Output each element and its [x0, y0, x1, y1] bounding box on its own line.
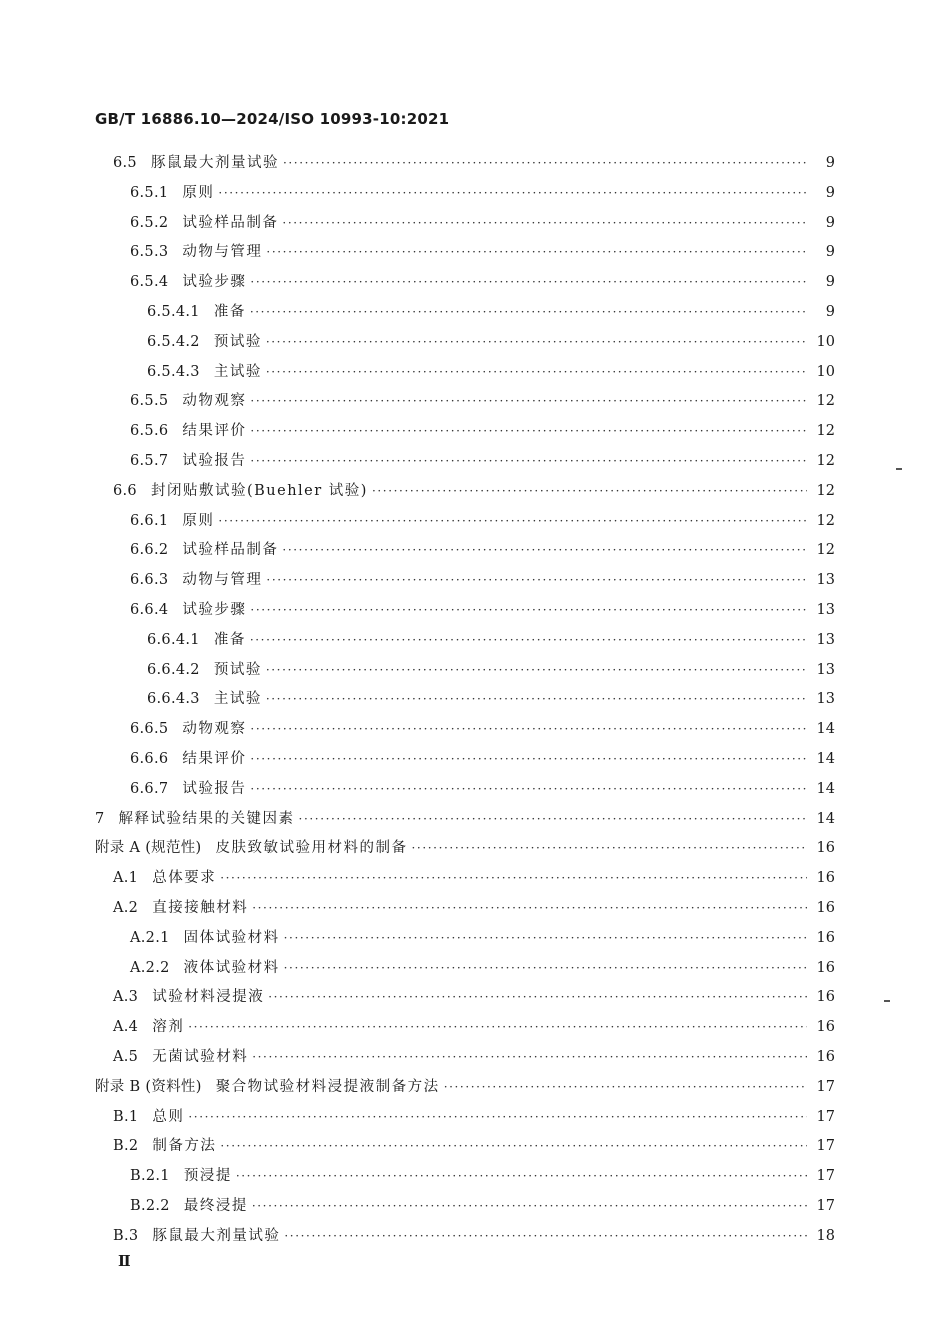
- toc-leader-dots: [252, 897, 807, 919]
- toc-entry-page: 12: [816, 483, 835, 499]
- toc-entry[interactable]: [130, 1195, 835, 1217]
- toc-leader-dots: [266, 361, 807, 383]
- toc-entry-number: B.2.1: [130, 1168, 170, 1184]
- toc-entry-title: 预浸提: [183, 1168, 232, 1184]
- toc-entry[interactable]: [113, 897, 835, 919]
- toc-leader-dots: [188, 1016, 807, 1038]
- toc-entry-number: 7: [95, 811, 105, 827]
- toc-entry[interactable]: [130, 390, 835, 412]
- toc-entry-page: 16: [816, 840, 835, 856]
- toc-entry-number: A.2.1: [130, 930, 170, 946]
- toc-entry[interactable]: [130, 182, 835, 204]
- toc-entry[interactable]: [113, 1106, 835, 1128]
- toc-leader-dots: [268, 986, 807, 1008]
- toc-entry[interactable]: [113, 986, 835, 1008]
- toc-leader-dots: [283, 152, 807, 174]
- toc-entry-number: 6.6.2: [130, 542, 169, 558]
- toc-entry-title: 豚鼠最大剂量试验: [150, 155, 279, 171]
- toc-leader-dots: [266, 241, 807, 263]
- toc-entry[interactable]: [130, 241, 835, 263]
- toc-leader-dots: [250, 629, 807, 651]
- toc-entry-page: 12: [816, 393, 835, 409]
- scan-speck: [896, 468, 902, 470]
- toc-entry-number: A.1: [113, 870, 139, 886]
- toc-entry-title: 试验报告: [182, 453, 247, 469]
- toc-leader-dots: [250, 301, 807, 323]
- toc-leader-dots: [250, 718, 807, 740]
- toc-entry-title: 动物与管理: [182, 244, 263, 260]
- toc-entry-title: 试验样品制备: [182, 542, 279, 558]
- page-folio: Ⅱ: [118, 1252, 130, 1270]
- toc-entry-page: 17: [816, 1109, 835, 1125]
- toc-entry-number: B.2.2: [130, 1198, 170, 1214]
- toc-entry-number: 6.6.3: [130, 572, 169, 588]
- toc-entry[interactable]: [113, 1135, 835, 1157]
- toc-entry[interactable]: [147, 301, 835, 323]
- toc-entry-number: A.5: [113, 1049, 139, 1065]
- toc-entry-number: 6.6.7: [130, 781, 169, 797]
- toc-leader-dots: [250, 599, 807, 621]
- toc-entry[interactable]: [113, 1046, 835, 1068]
- toc-entry-title: 动物与管理: [182, 572, 263, 588]
- toc-entry-page: 14: [816, 751, 835, 767]
- toc-entry[interactable]: [130, 778, 835, 800]
- toc-entry-page: 16: [816, 930, 835, 946]
- toc-entry[interactable]: [130, 957, 835, 979]
- toc-entry-number: 6.5.4: [130, 274, 169, 290]
- standard-header: GB/T 16886.10—2024/ISO 10993-10:2021: [95, 110, 450, 128]
- toc-leader-dots: [266, 688, 807, 710]
- toc-entry-page: 16: [816, 1049, 835, 1065]
- toc-entry[interactable]: [130, 748, 835, 770]
- toc-entry-number: 6.6.4: [130, 602, 169, 618]
- scan-speck: [884, 1000, 890, 1002]
- toc-entry-number: 6.5.2: [130, 215, 169, 231]
- toc-entry[interactable]: [95, 837, 835, 859]
- toc-leader-dots: [299, 808, 807, 830]
- toc-entry-number: 6.6.4.2: [147, 662, 200, 678]
- toc-leader-dots: [266, 659, 807, 681]
- toc-leader-dots: [250, 450, 807, 472]
- toc-entry[interactable]: [113, 480, 835, 502]
- toc-leader-dots: [188, 1106, 807, 1128]
- toc-entry-title: 固体试验材料: [183, 930, 280, 946]
- toc-entry-number: 6.5: [113, 155, 137, 171]
- toc-entry-page: 9: [825, 215, 835, 231]
- toc-leader-dots: [252, 1195, 807, 1217]
- toc-entry-page: 14: [816, 721, 835, 737]
- toc-entry-title: 试验步骤: [182, 274, 247, 290]
- toc-entry-title: 动物观察: [182, 721, 247, 737]
- toc-entry-title: 液体试验材料: [183, 960, 280, 976]
- toc-entry-title: 总则: [152, 1109, 185, 1125]
- toc-entry-page: 16: [816, 900, 835, 916]
- toc-entry-title: 准备: [213, 304, 246, 320]
- toc-entry-number: 6.6.1: [130, 513, 169, 529]
- toc-entry[interactable]: [147, 331, 835, 353]
- toc-entry[interactable]: [130, 718, 835, 740]
- toc-entry-number: B.2: [113, 1138, 139, 1154]
- toc-leader-dots: [250, 390, 807, 412]
- toc-entry-number: A.4: [113, 1019, 139, 1035]
- toc-leader-dots: [250, 271, 807, 293]
- toc-entry-title: 准备: [213, 632, 246, 648]
- toc-leader-dots: [284, 957, 807, 979]
- toc-entry-page: 12: [816, 513, 835, 529]
- toc-leader-dots: [282, 212, 807, 234]
- toc-entry-page: 12: [816, 453, 835, 469]
- toc-entry[interactable]: [113, 1225, 835, 1247]
- toc-entry-number: 6.6.4.1: [147, 632, 200, 648]
- toc-entry[interactable]: [147, 361, 835, 383]
- toc-leader-dots: [250, 778, 807, 800]
- toc-entry-page: 12: [816, 423, 835, 439]
- toc-entry-page: 10: [816, 334, 835, 350]
- toc-entry-number: 6.6.5: [130, 721, 169, 737]
- toc-entry-page: 9: [825, 155, 835, 171]
- toc-entry-page: 13: [816, 691, 835, 707]
- toc-leader-dots: [412, 837, 807, 859]
- toc-entry-page: 14: [816, 781, 835, 797]
- toc-entry[interactable]: [130, 450, 835, 472]
- toc-entry[interactable]: [147, 629, 835, 651]
- toc-entry-title: 总体要求: [152, 870, 217, 886]
- toc-leader-dots: [220, 867, 807, 889]
- toc-leader-dots: [284, 1225, 807, 1247]
- toc-entry[interactable]: [130, 539, 835, 561]
- toc-leader-dots: [372, 480, 807, 502]
- toc-entry-number: A.2.2: [130, 960, 170, 976]
- toc-entry-title: 直接接触材料: [152, 900, 249, 916]
- toc-entry-title: 主试验: [213, 364, 262, 380]
- toc-entry-page: 17: [816, 1198, 835, 1214]
- toc-entry-number: 6.5.5: [130, 393, 169, 409]
- toc-entry-page: 16: [816, 989, 835, 1005]
- toc-leader-dots: [284, 927, 807, 949]
- toc-leader-dots: [252, 1046, 807, 1068]
- toc-entry-page: 13: [816, 602, 835, 618]
- toc-entry[interactable]: [130, 510, 835, 532]
- toc-entry-page: 9: [825, 244, 835, 260]
- toc-entry[interactable]: [130, 927, 835, 949]
- toc-entry-title: 封闭贴敷试验(Buehler 试验): [150, 483, 368, 499]
- toc-entry-page: 17: [816, 1079, 835, 1095]
- toc-entry[interactable]: [113, 152, 835, 174]
- toc-entry-number: 6.5.6: [130, 423, 169, 439]
- toc-entry-page: 13: [816, 662, 835, 678]
- toc-leader-dots: [250, 748, 807, 770]
- toc-entry-page: 16: [816, 870, 835, 886]
- toc-entry-number: B.1: [113, 1109, 139, 1125]
- toc-entry-title: 结果评价: [182, 423, 247, 439]
- toc-entry-title: 预试验: [213, 334, 262, 350]
- toc-entry-number: 6.6: [113, 483, 137, 499]
- toc-entry-page: 13: [816, 632, 835, 648]
- toc-entry-title: 动物观察: [182, 393, 247, 409]
- toc-entry-number: 6.5.1: [130, 185, 169, 201]
- toc-leader-dots: [218, 182, 807, 204]
- toc-entry-title: 豚鼠最大剂量试验: [152, 1228, 281, 1244]
- toc-entry-page: 9: [825, 185, 835, 201]
- toc-entry-number: 6.6.6: [130, 751, 169, 767]
- toc-entry-title: 原则: [182, 185, 215, 201]
- toc-entry-title: 结果评价: [182, 751, 247, 767]
- toc-entry-title: 试验材料浸提液: [152, 989, 265, 1005]
- toc-entry[interactable]: [113, 1016, 835, 1038]
- toc-entry-title: 试验步骤: [182, 602, 247, 618]
- toc-entry-number: 附录 A (规范性): [95, 840, 202, 856]
- toc-entry[interactable]: [95, 808, 835, 830]
- toc-entry-page: 17: [816, 1168, 835, 1184]
- toc-entry-page: 16: [816, 1019, 835, 1035]
- toc-entry-page: 17: [816, 1138, 835, 1154]
- toc-entry[interactable]: [113, 867, 835, 889]
- toc-entry-title: 预试验: [213, 662, 262, 678]
- toc-leader-dots: [220, 1135, 807, 1157]
- toc-entry-number: 6.5.4.2: [147, 334, 200, 350]
- toc-entry-title: 原则: [182, 513, 215, 529]
- toc-entry[interactable]: [130, 271, 835, 293]
- toc-entry-number: 6.5.4.3: [147, 364, 200, 380]
- toc-entry-page: 9: [825, 274, 835, 290]
- toc-entry-title: 聚合物试验材料浸提液制备方法: [215, 1079, 440, 1095]
- toc-entry-title: 解释试验结果的关键因素: [118, 811, 295, 827]
- toc-entry-number: 6.5.3: [130, 244, 169, 260]
- toc-entry[interactable]: [130, 1165, 835, 1187]
- toc-entry-page: 14: [816, 811, 835, 827]
- toc-entry[interactable]: [130, 599, 835, 621]
- toc-leader-dots: [444, 1076, 807, 1098]
- toc-leader-dots: [282, 539, 807, 561]
- toc-entry-title: 无菌试验材料: [152, 1049, 249, 1065]
- toc-entry-title: 主试验: [213, 691, 262, 707]
- toc-entry-number: 6.6.4.3: [147, 691, 200, 707]
- toc-entry-page: 12: [816, 542, 835, 558]
- toc-leader-dots: [218, 510, 807, 532]
- toc-entry[interactable]: [130, 569, 835, 591]
- toc-leader-dots: [266, 569, 807, 591]
- toc-entry-title: 试验报告: [182, 781, 247, 797]
- toc-leader-dots: [236, 1165, 807, 1187]
- toc-entry-page: 10: [816, 364, 835, 380]
- toc-entry-number: 6.5.4.1: [147, 304, 200, 320]
- toc-entry-page: 18: [816, 1228, 835, 1244]
- toc-entry[interactable]: [147, 688, 835, 710]
- toc-leader-dots: [266, 331, 807, 353]
- toc-entry-number: 6.5.7: [130, 453, 169, 469]
- toc-entry-number: A.3: [113, 989, 139, 1005]
- toc-entry-title: 溶剂: [152, 1019, 185, 1035]
- toc-leader-dots: [250, 420, 807, 442]
- toc-entry-title: 试验样品制备: [182, 215, 279, 231]
- toc-entry-title: 皮肤致敏试验用材料的制备: [215, 840, 408, 856]
- toc-entry-page: 13: [816, 572, 835, 588]
- toc-entry-number: B.3: [113, 1228, 139, 1244]
- toc-entry-page: 16: [816, 960, 835, 976]
- toc-entry-title: 制备方法: [152, 1138, 217, 1154]
- toc-entry-page: 9: [825, 304, 835, 320]
- toc-entry[interactable]: [147, 659, 835, 681]
- toc-entry[interactable]: [95, 1076, 835, 1098]
- toc-entry-number: 附录 B (资料性): [95, 1079, 202, 1095]
- toc-entry[interactable]: [130, 212, 835, 234]
- toc-entry[interactable]: [130, 420, 835, 442]
- toc-entry-number: A.2: [113, 900, 139, 916]
- toc-entry-title: 最终浸提: [183, 1198, 248, 1214]
